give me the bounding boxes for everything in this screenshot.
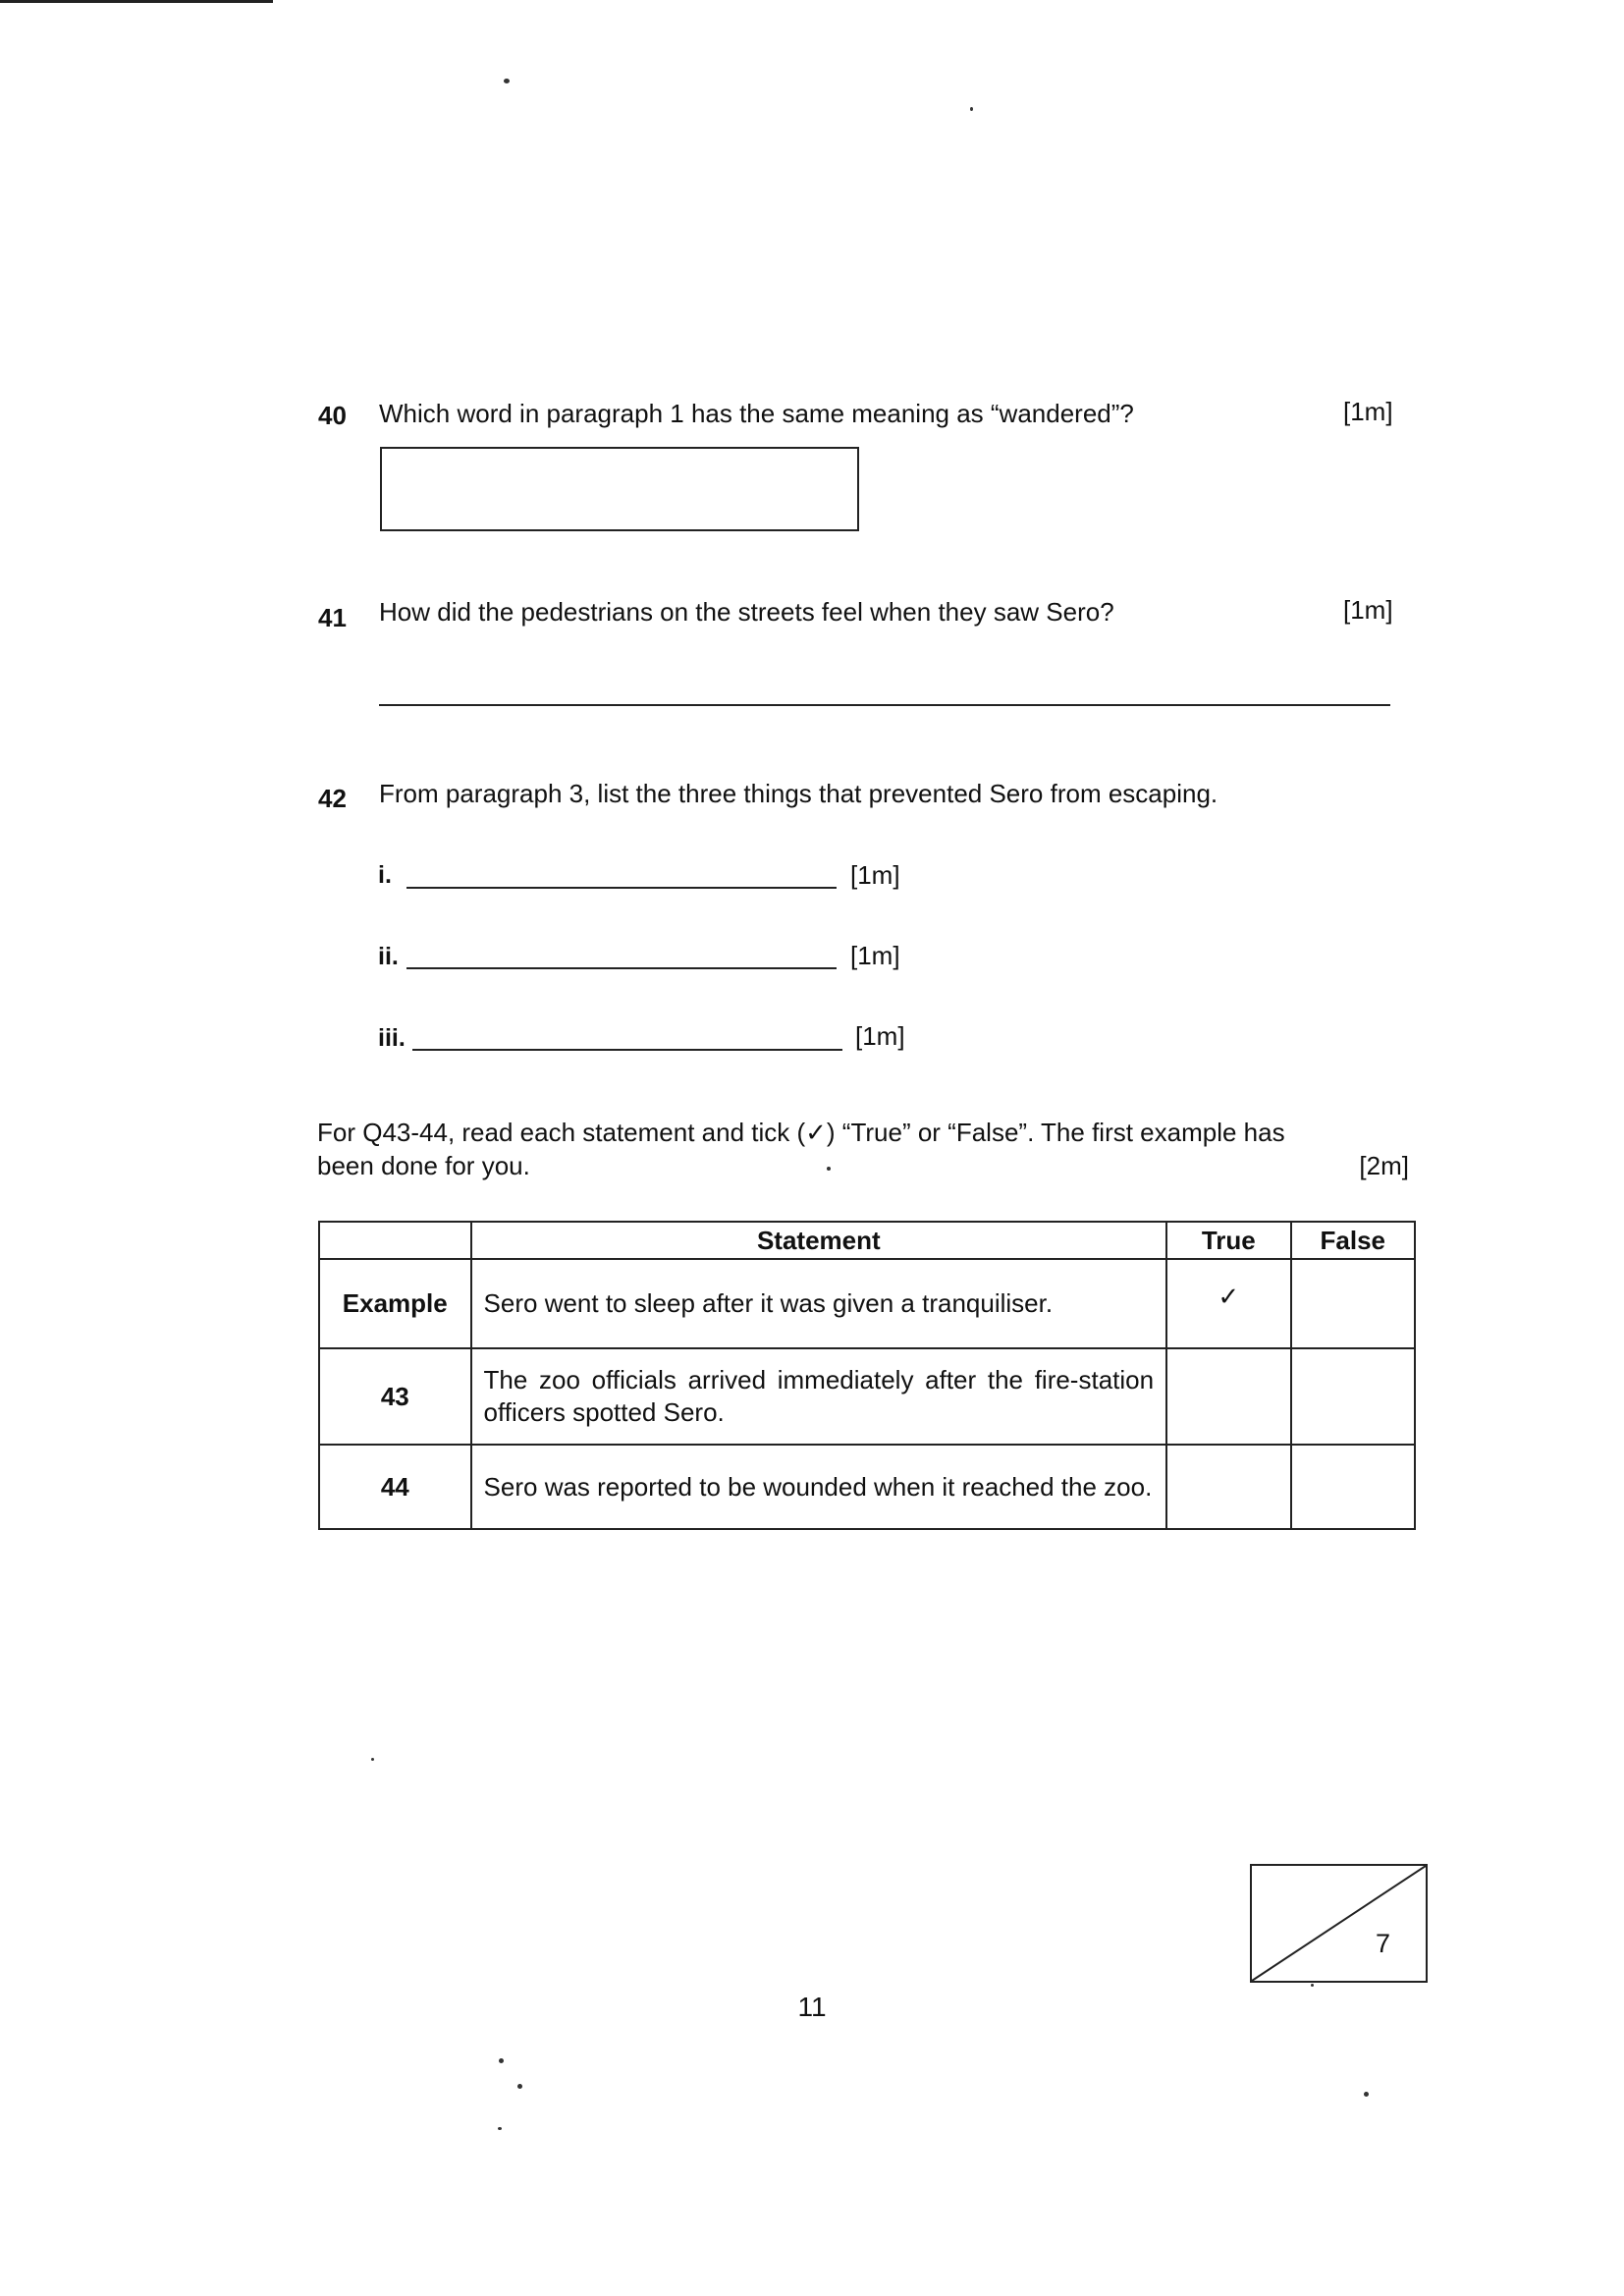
table-row (319, 1348, 1415, 1445)
header-rule (0, 0, 273, 3)
row-id: 43 (319, 1348, 471, 1445)
question-41-marks: [1m] (1343, 595, 1393, 625)
score-box (1250, 1864, 1428, 1983)
header-statement: Statement (471, 1222, 1167, 1259)
q42-item-i-marks: [1m] (850, 860, 900, 890)
row-statement: Sero went to sleep after it was given a tranquiliser. (471, 1259, 1167, 1348)
scan-speck (1364, 2092, 1369, 2097)
tick-mark-icon: ✓ (1218, 1282, 1240, 1311)
q42-item-iii-answer-line[interactable] (412, 1049, 842, 1051)
header-true: True (1166, 1222, 1290, 1259)
table-row (319, 1259, 1415, 1348)
row-false-cell[interactable] (1291, 1445, 1415, 1529)
q42-item-iii-marks: [1m] (855, 1021, 905, 1051)
question-40-answer-box[interactable] (380, 447, 859, 531)
score-total: 7 (1375, 1929, 1390, 1958)
scan-speck (827, 1167, 831, 1171)
row-id: 44 (319, 1445, 471, 1529)
scan-speck (517, 2084, 522, 2089)
q42-item-iii-label: iii. (378, 1024, 406, 1052)
scan-speck (1311, 1984, 1314, 1987)
scan-speck (970, 107, 973, 111)
question-42-number: 42 (318, 784, 347, 813)
page-number: 11 (797, 1992, 827, 2022)
instruction-marks: [2m] (1359, 1151, 1409, 1180)
true-false-instruction (317, 1116, 1409, 1182)
row-false-cell[interactable] (1291, 1348, 1415, 1445)
instruction-line-2: been done for you. (317, 1151, 530, 1180)
q42-item-ii-label: ii. (378, 943, 399, 970)
row-true-cell[interactable] (1166, 1259, 1290, 1348)
scan-speck (498, 2127, 502, 2130)
row-statement: Sero was reported to be wounded when it reached the zoo. (471, 1445, 1167, 1529)
header-false: False (1291, 1222, 1415, 1259)
question-40-text: Which word in paragraph 1 has the same meaning as “wandered”? (379, 399, 1134, 428)
table-header-row (319, 1222, 1415, 1259)
question-40-number: 40 (318, 401, 347, 430)
scan-speck (371, 1758, 374, 1761)
question-42-text: From paragraph 3, list the three things that prevented Sero from escaping. (379, 779, 1218, 808)
q42-item-ii-marks: [1m] (850, 941, 900, 970)
instruction-line-1: For Q43-44, read each statement and tick (✓) “True” or “False”. The first example has (317, 1118, 1285, 1147)
scan-speck (504, 79, 510, 83)
row-statement: The zoo officials arrived immediately after the fire-station officers spotted Sero. (471, 1348, 1167, 1445)
instruction-line-2-row (317, 1149, 1409, 1182)
question-41-text: How did the pedestrians on the streets feel when they saw Sero? (379, 597, 1114, 627)
header-blank (319, 1222, 471, 1259)
table-row (319, 1445, 1415, 1529)
scan-speck (499, 2058, 504, 2063)
q42-item-i-answer-line[interactable] (406, 887, 837, 889)
score-box-diagonal (1252, 1866, 1426, 1981)
q42-item-ii-answer-line[interactable] (406, 967, 837, 969)
row-true-cell[interactable] (1166, 1445, 1290, 1529)
q42-item-i-label: i. (378, 861, 392, 889)
question-40-marks: [1m] (1343, 397, 1393, 426)
true-false-table (318, 1221, 1416, 1530)
row-false-cell[interactable] (1291, 1259, 1415, 1348)
row-id: Example (319, 1259, 471, 1348)
question-41-number: 41 (318, 603, 347, 632)
row-true-cell[interactable] (1166, 1348, 1290, 1445)
question-41-answer-line[interactable] (379, 704, 1390, 706)
